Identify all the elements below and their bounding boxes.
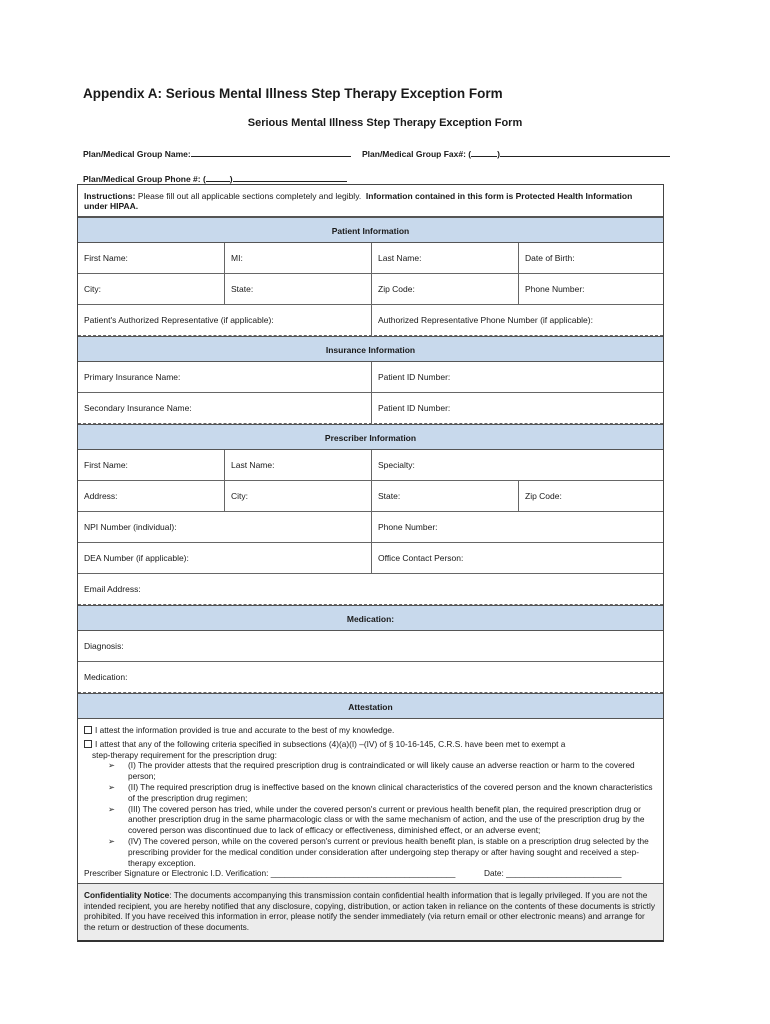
- patient-first-name-field[interactable]: First Name:: [78, 243, 225, 273]
- signature-line: [84, 868, 655, 879]
- plan-name-field[interactable]: [83, 147, 351, 159]
- insurance-section-header: Insurance Information: [78, 336, 663, 362]
- patient-rep-phone-field[interactable]: Authorized Representative Phone Number (if applicable):: [378, 315, 593, 325]
- criteria-bullet-text: (IV) The covered person, while on the covered person's current or previous health benefit plan, is stable on a prescription drug selected by the prescribing provider for the medical condition under consideration after undergoing step therapy or after having sought and received a step-therapy exception.: [128, 835, 649, 868]
- attest-criteria-text-cont: step-therapy requirement for the prescription drug:: [92, 749, 277, 760]
- prescriber-zip-field[interactable]: Zip Code:: [525, 491, 562, 501]
- arrow-bullet-icon: ➢: [108, 835, 115, 846]
- secondary-patient-id-field[interactable]: Patient ID Number:: [378, 403, 451, 413]
- attestation-body: [78, 719, 663, 883]
- patient-city-field[interactable]: City:: [78, 274, 225, 304]
- patient-section-header: Patient Information: [78, 217, 663, 243]
- patient-rep-field[interactable]: Patient's Authorized Representative (if applicable):: [78, 305, 372, 335]
- prescriber-email-field[interactable]: Email Address:: [84, 584, 141, 594]
- signature-date-field[interactable]: Date: _________________________: [484, 868, 622, 879]
- attest-criteria-text: I attest that any of the following criteria specified in subsections (4)(a)(I) –(IV) of § 10-16-145, C.R.S. have been met to exempt a: [95, 738, 566, 749]
- medication-section-header: Medication:: [78, 605, 663, 631]
- instructions: [78, 185, 663, 217]
- attest-criteria-checkbox[interactable]: [84, 740, 92, 748]
- patient-state-field[interactable]: State:: [225, 274, 372, 304]
- criteria-bullet-text: (III) The covered person has tried, while under the covered person's current or previous health benefit plan, the required prescription drug or another prescription drug in the same pharmacologic class or with the same mechanism of action, and the use of the prescription drug by the covered person was discontinued due to lack of efficacy or effectiveness, diminished effect, or an adverse event;: [128, 803, 645, 836]
- confidentiality-text: : The documents accompanying this transmission contain confidential health information that is legally privileged. If you are not the intended recipient, you are hereby notified that any disclosure, copying, distribution, or action taken in reliance on the contents of these documents is strictly prohibited. If you have received this information in error, please notify the sender immediately (via return email or other electronic means) and arrange for the return or destruction of these documents.: [84, 890, 655, 932]
- criteria-bullet-text: (I) The provider attests that the required prescription drug is contraindicated or will likely cause an adverse reaction or harm to the covered person;: [128, 760, 635, 782]
- attest-accuracy-text: I attest the information provided is true and accurate to the best of my knowledge.: [95, 725, 395, 735]
- prescriber-last-name-field[interactable]: Last Name:: [225, 450, 372, 480]
- prescriber-phone-field[interactable]: Phone Number:: [378, 522, 438, 532]
- prescriber-office-contact-field[interactable]: Office Contact Person:: [378, 553, 464, 563]
- criteria-bullet: [84, 836, 655, 868]
- arrow-bullet-icon: ➢: [108, 760, 115, 771]
- medication-field[interactable]: Medication:: [84, 672, 128, 682]
- confidentiality-label: Confidentiality Notice: [84, 890, 170, 901]
- prescriber-address-field[interactable]: Address:: [78, 481, 225, 511]
- patient-phone-field[interactable]: Phone Number:: [525, 284, 585, 294]
- plan-name-blank[interactable]: [191, 147, 351, 157]
- attestation-section-header: Attestation: [78, 693, 663, 719]
- secondary-insurance-field[interactable]: Secondary Insurance Name:: [78, 393, 372, 423]
- plan-fax-close: ): [497, 149, 500, 159]
- attest-accuracy-checkbox[interactable]: [84, 726, 92, 734]
- criteria-bullet: [84, 760, 655, 782]
- arrow-bullet-icon: ➢: [108, 781, 115, 792]
- plan-fax-label: Plan/Medical Group Fax#: (: [362, 149, 472, 159]
- exception-form: [77, 184, 664, 942]
- criteria-bullet-text: (II) The required prescription drug is ineffective based on the known clinical characteristics of the covered person and the known characteristics of the prescription drug regimen;: [128, 781, 653, 803]
- instructions-text: Please fill out all applicable sections completely and legibly.: [135, 191, 362, 201]
- patient-mi-field[interactable]: MI:: [225, 243, 372, 273]
- arrow-bullet-icon: ➢: [108, 803, 115, 814]
- plan-phone-area-blank[interactable]: [206, 172, 230, 182]
- plan-fax-field[interactable]: [362, 147, 670, 159]
- plan-phone-field[interactable]: [83, 172, 347, 184]
- confidentiality-notice: [78, 883, 663, 940]
- hipaa-notice: Information contained in this form is Protected Health Information under HIPAA.: [84, 191, 633, 211]
- diagnosis-field[interactable]: Diagnosis:: [84, 641, 124, 651]
- plan-name-label: Plan/Medical Group Name:: [83, 149, 191, 159]
- attest-accuracy-item: [84, 725, 655, 736]
- criteria-bullet: [84, 782, 655, 804]
- prescriber-dea-field[interactable]: DEA Number (if applicable):: [78, 543, 372, 573]
- primary-insurance-field[interactable]: Primary Insurance Name:: [78, 362, 372, 392]
- plan-fax-blank[interactable]: [500, 147, 670, 157]
- prescriber-first-name-field[interactable]: First Name:: [78, 450, 225, 480]
- patient-last-name-field[interactable]: Last Name:: [372, 243, 519, 273]
- primary-patient-id-field[interactable]: Patient ID Number:: [378, 372, 451, 382]
- criteria-bullet: [84, 804, 655, 836]
- patient-dob-field[interactable]: Date of Birth:: [525, 253, 575, 263]
- prescriber-state-field[interactable]: State:: [372, 481, 519, 511]
- plan-phone-blank[interactable]: [233, 172, 347, 182]
- attest-criteria-item: [84, 739, 655, 750]
- instructions-label: Instructions:: [84, 191, 136, 201]
- appendix-title: Appendix A: Serious Mental Illness Step Therapy Exception Form: [83, 86, 503, 101]
- plan-phone-label: Plan/Medical Group Phone #: (: [83, 174, 206, 184]
- patient-zip-field[interactable]: Zip Code:: [372, 274, 519, 304]
- plan-fax-area-blank[interactable]: [471, 147, 497, 157]
- plan-phone-close: ): [229, 174, 233, 184]
- prescriber-specialty-field[interactable]: Specialty:: [378, 460, 415, 470]
- form-subtitle: Serious Mental Illness Step Therapy Exception Form: [247, 117, 523, 129]
- prescriber-section-header: Prescriber Information: [78, 424, 663, 450]
- prescriber-npi-field[interactable]: NPI Number (individual):: [78, 512, 372, 542]
- prescriber-signature-field[interactable]: Prescriber Signature or Electronic I.D. Verification: ________________________________________: [84, 868, 456, 879]
- prescriber-city-field[interactable]: City:: [225, 481, 372, 511]
